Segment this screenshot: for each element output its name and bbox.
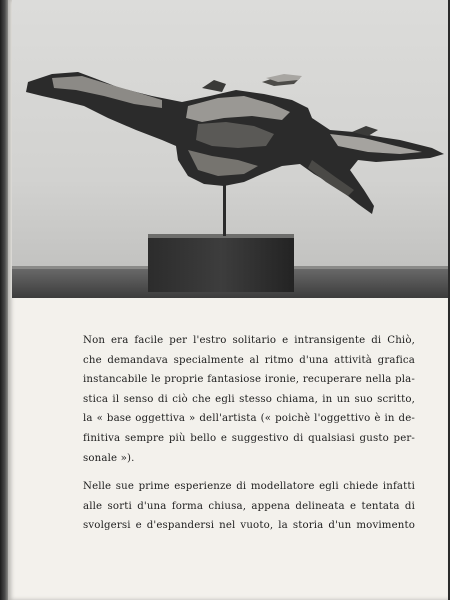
text-line: Non era facile per l'estro solitario e intransigente di Chiò, xyxy=(83,335,415,346)
text-line: svolgersi e d'espandersi nel vuoto, la storia d'un movimento xyxy=(83,520,415,532)
text-line: la « base oggettiva » dell'artista (« poichè l'oggettivo è in de- xyxy=(83,413,415,425)
sculpture-photograph xyxy=(12,0,448,298)
pedestal-base xyxy=(148,234,294,292)
body-text xyxy=(83,331,415,536)
text-line: finitiva sempre più bello e suggestivo di qualsiasi gusto per- xyxy=(83,432,415,444)
text-line: alle sorti d'una forma chiusa, appena delineata e tentata di xyxy=(83,500,415,512)
support-rod xyxy=(223,178,226,236)
paragraph-1 xyxy=(83,331,415,468)
text-line: stica il senso di ciò che egli stesso chiama, in un suo scritto, xyxy=(83,393,415,405)
text-line: sonale »). xyxy=(83,452,135,464)
paragraph-2 xyxy=(83,477,415,536)
page-binding-shadow xyxy=(0,0,8,600)
text-line: che demandava specialmente al ritmo d'una attività grafica xyxy=(83,354,415,366)
text-line: instancabile le proprie fantasiose ironie, recuperare nella pla- xyxy=(83,374,415,386)
text-line: Nelle sue prime esperienze di modellatore egli chiede infatti xyxy=(83,481,415,493)
